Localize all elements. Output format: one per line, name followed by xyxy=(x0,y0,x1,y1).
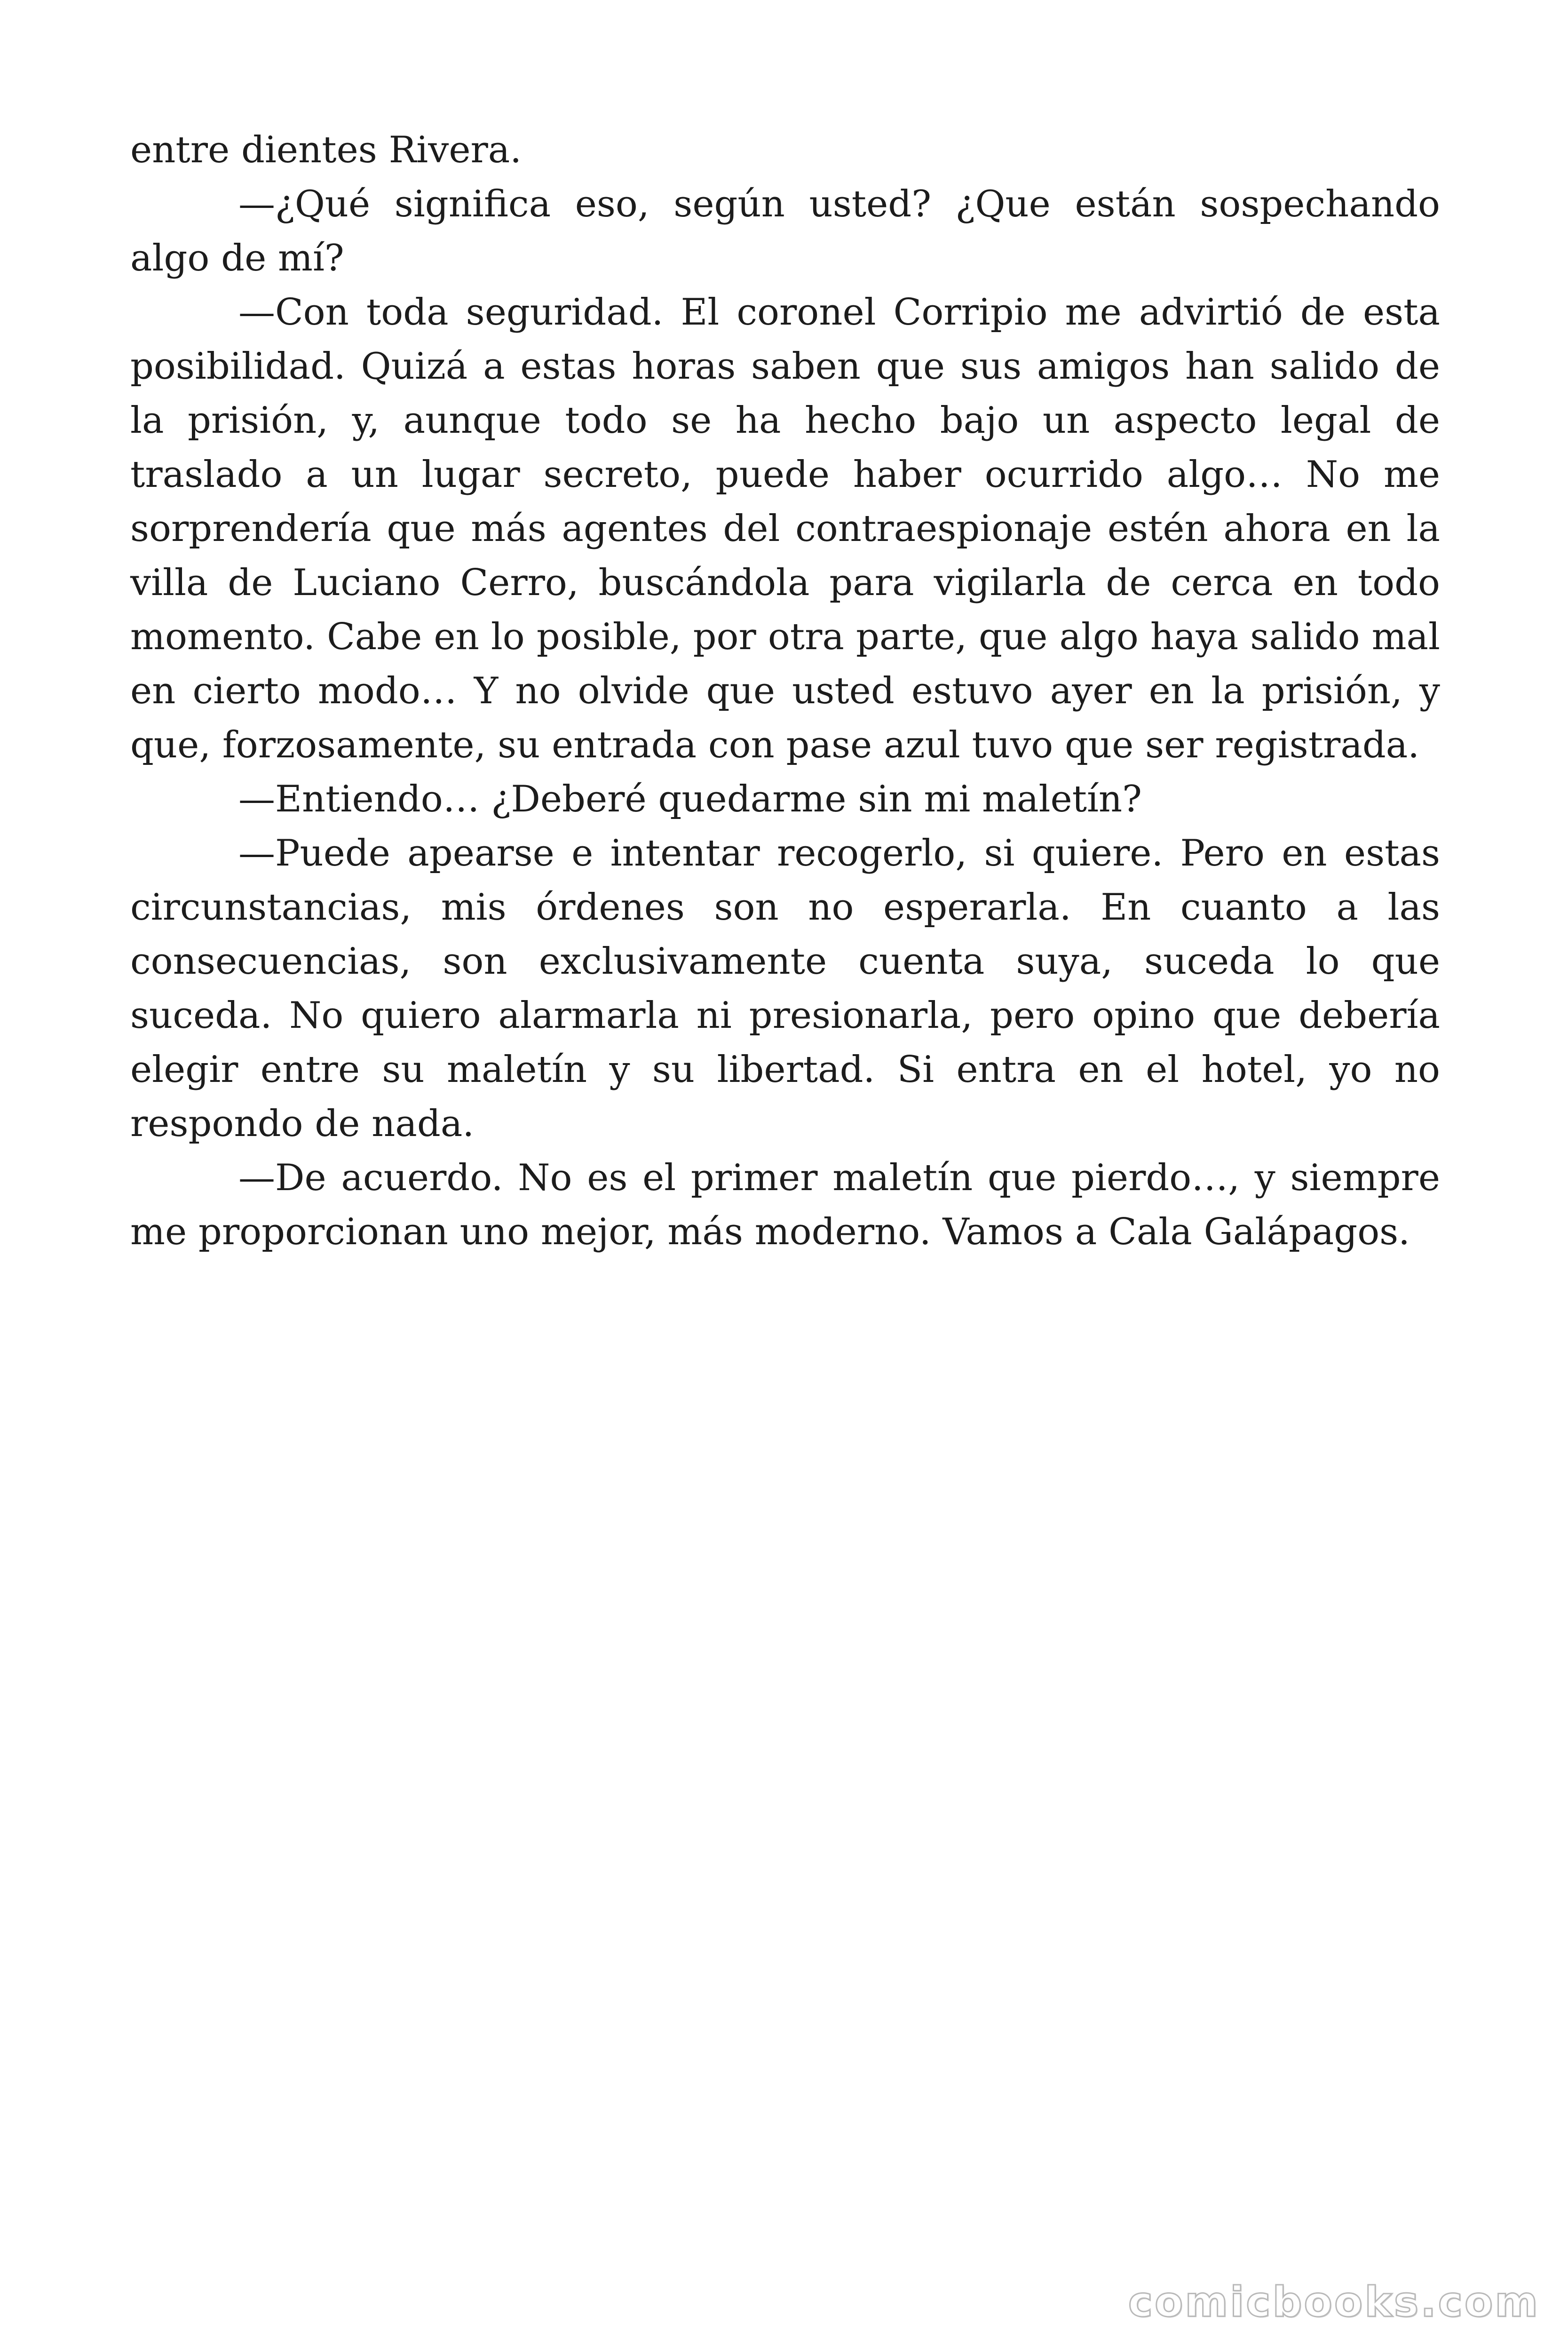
paragraph-3: —Con toda seguridad. El coronel Corripio me advirtió de esta posibilidad. Quizá a estas horas saben que sus amigos han salido de la prisión, y, aunque todo se ha hecho bajo un aspecto legal de traslado a un lugar secreto, puede haber ocurrido algo… No me sorprendería que más agentes del contraespionaje estén ahora en la villa de Luciano Cerro, buscándola para vigilarla de cerca en todo momento. Cabe en lo posible, por otra parte, que algo haya salido mal en cierto modo… Y no olvide que usted estuvo ayer en la prisión, y que, forzosamente, su entrada con pase azul tuvo que ser registrada. xyxy=(130,291,1440,766)
paragraph-2: —¿Qué significa eso, según usted? ¿Que están sospechando algo de mí? xyxy=(130,183,1440,279)
watermark: comicbooks.com xyxy=(1128,2278,1540,2326)
paragraph-1: entre dientes Rivera. xyxy=(130,129,522,171)
paragraph-4: —Entiendo… ¿Deberé quedarme sin mi maletín? xyxy=(238,778,1142,820)
paragraph-6: —De acuerdo. No es el primer maletín que pierdo…, y siempre me proporcionan uno mejor, más moderno. Vamos a Cala Galápagos. xyxy=(130,1157,1440,1253)
paragraph-5: —Puede apearse e intentar recogerlo, si quiere. Pero en estas circunstancias, mis órdenes son no esperarla. En cuanto a las consecuencias, son exclusivamente cuenta suya, suceda lo que suceda. No quiero alarmarla ni presionarla, pero opino que debería elegir entre su maletín y su libertad. Si entra en el hotel, yo no respondo de nada. xyxy=(130,832,1440,1145)
body-text xyxy=(130,123,1440,1259)
